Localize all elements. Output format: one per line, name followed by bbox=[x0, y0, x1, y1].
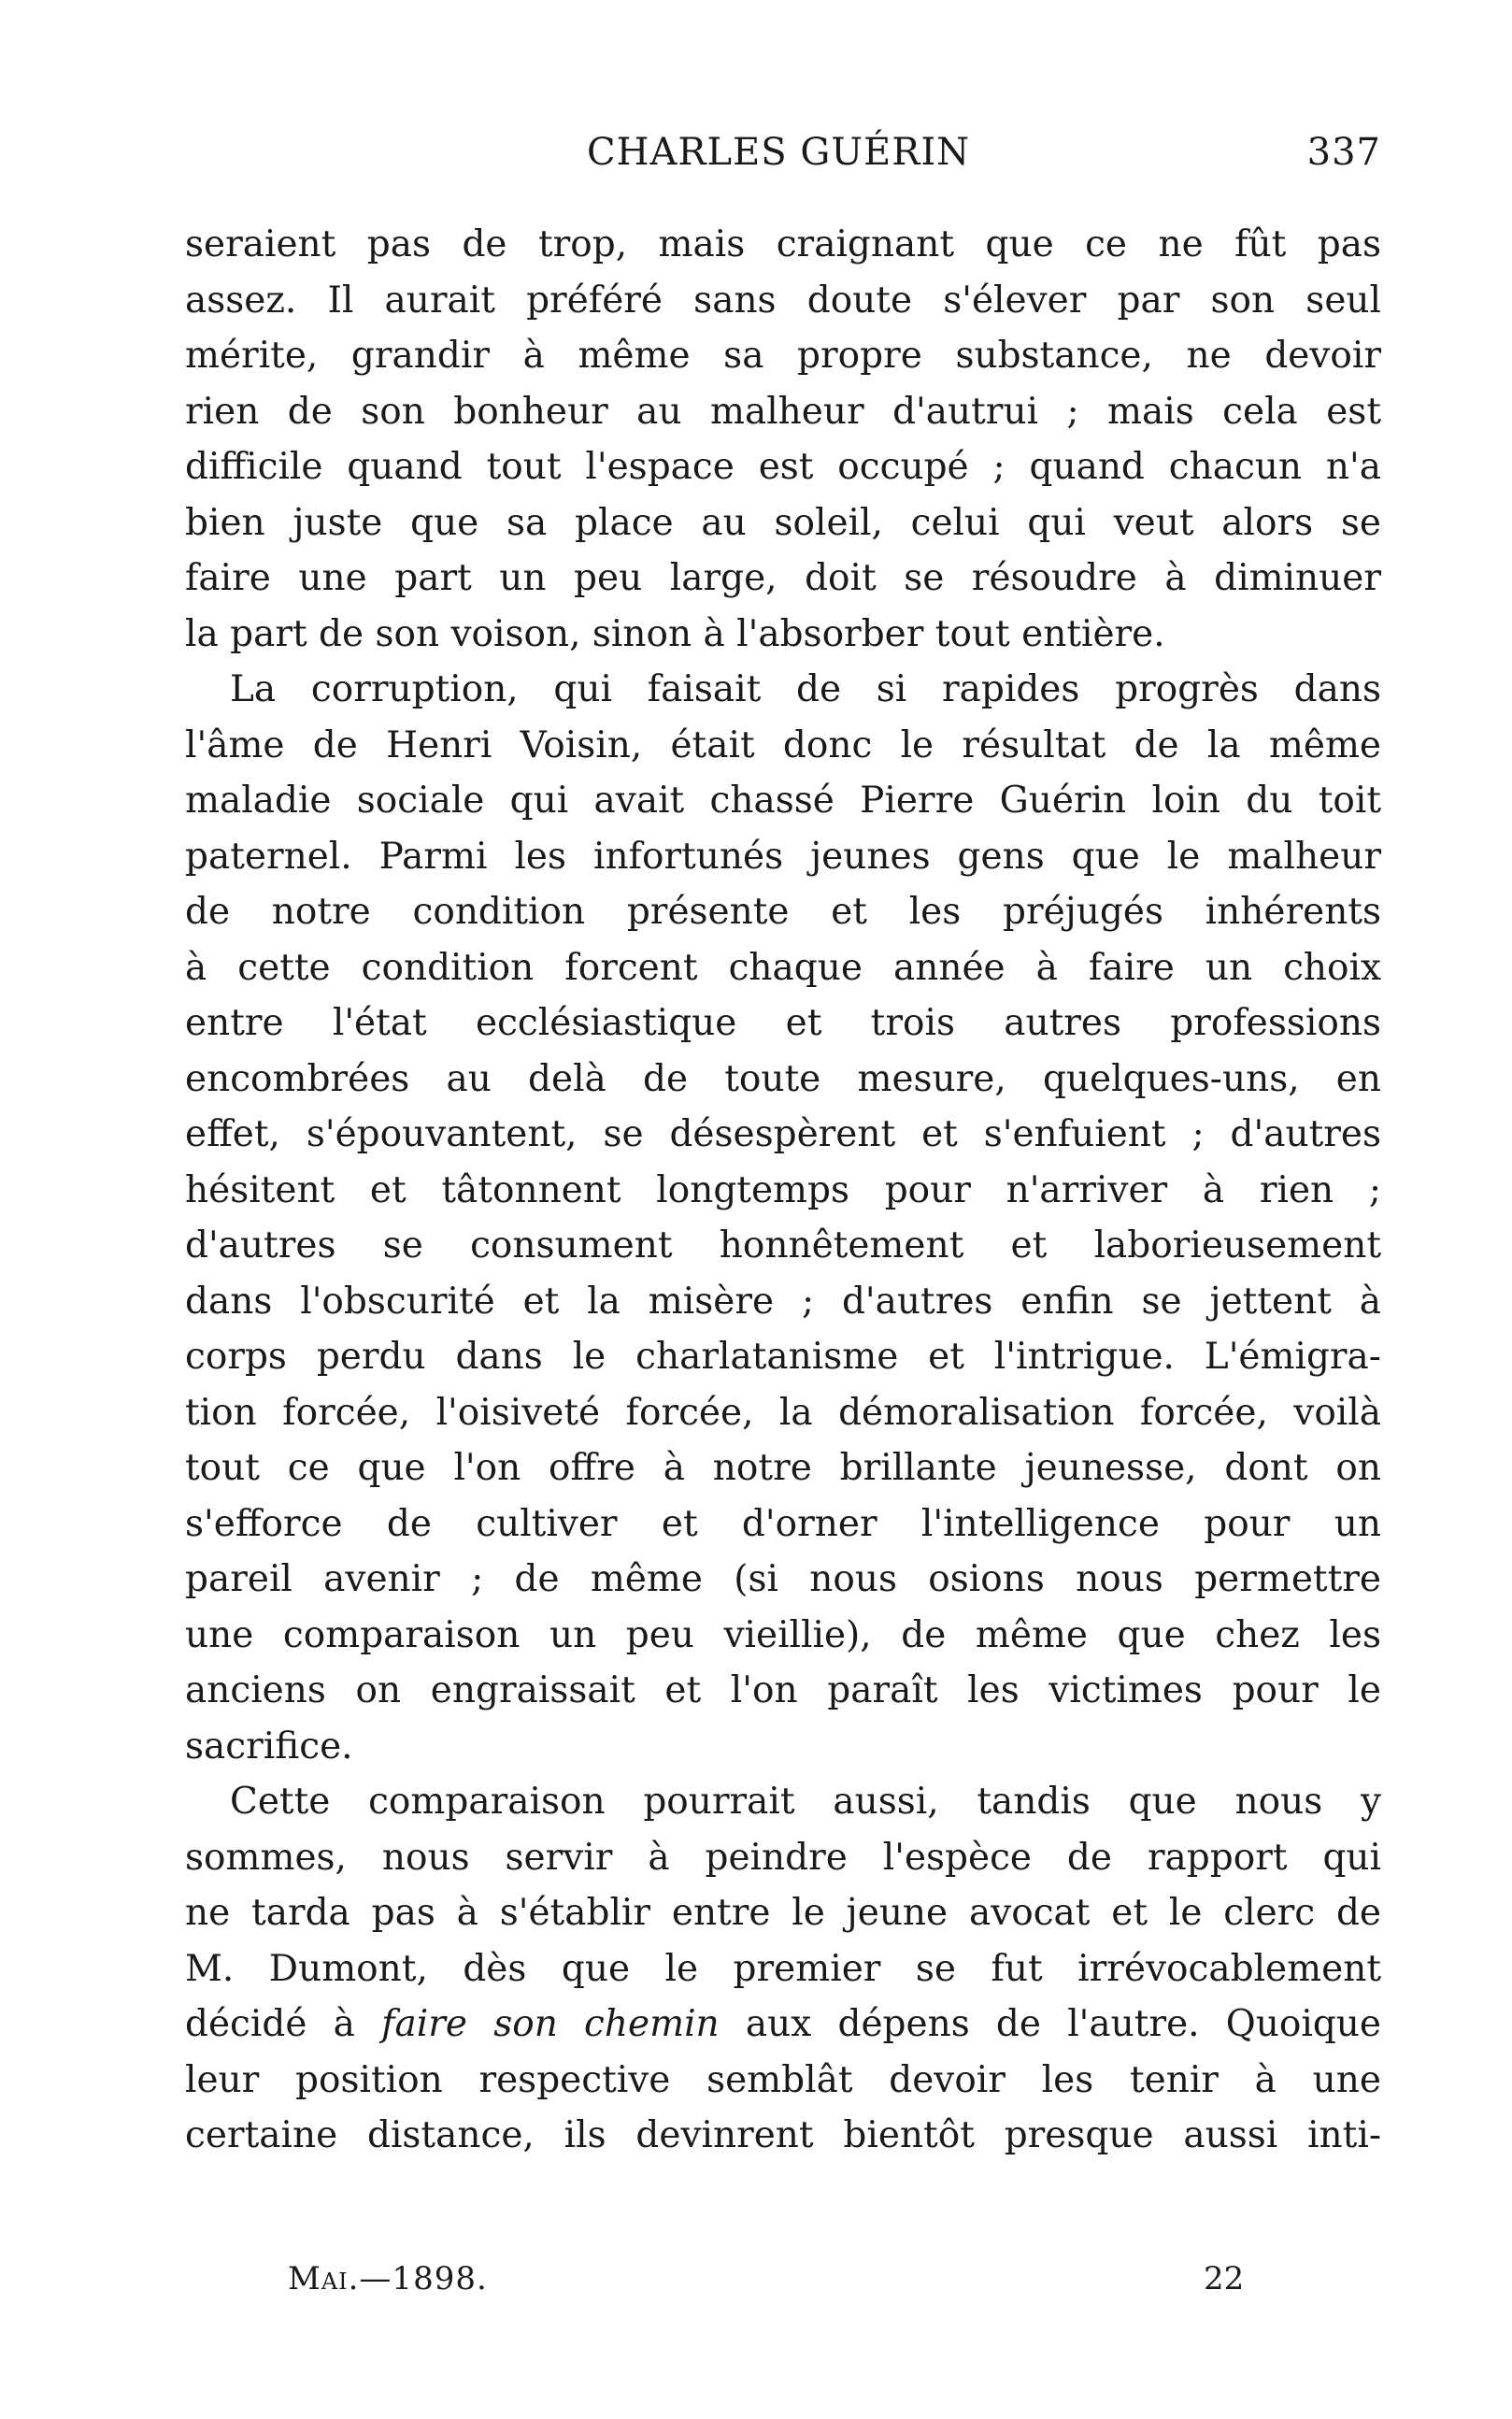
paragraph-2 bbox=[185, 662, 1381, 1774]
text-line: pareil avenir ; de même (si nous osions nous permettre bbox=[185, 1558, 1381, 1600]
text-line: s'efforce de cultiver et d'orner l'intelligence pour un bbox=[185, 1502, 1381, 1545]
text-line: assez. Il aurait préféré sans doute s'élever par son seul bbox=[185, 279, 1381, 322]
text-line: certaine distance, ils devinrent bientôt presque aussi inti- bbox=[185, 2114, 1381, 2156]
text-line: de notre condition présente et les préjugés inhérents bbox=[185, 891, 1381, 933]
text-line: Cette comparaison pourrait aussi, tandis que nous y bbox=[230, 1781, 1381, 1823]
body-text bbox=[185, 217, 1381, 2164]
text-line: La corruption, qui faisait de si rapides progrès dans bbox=[230, 668, 1381, 710]
text-line: rien de son bonheur au malheur d'autrui ; mais cela est bbox=[185, 390, 1381, 433]
text-line: anciens on engraissait et l'on paraît les victimes pour le bbox=[185, 1669, 1381, 1711]
signature-mark: Mai.—1898. bbox=[288, 2260, 488, 2297]
text-line: corps perdu dans le charlatanisme et l'intrigue. L'émigra- bbox=[185, 1336, 1381, 1378]
text-line-with-italic bbox=[185, 1997, 1381, 2053]
text-line: sommes, nous servir à peindre l'espèce de rapport qui bbox=[185, 1836, 1381, 1879]
text-line: une comparaison un peu vieillie), de même que chez les bbox=[185, 1613, 1381, 1656]
text-line: faire une part un peu large, doit se résoudre à diminuer bbox=[185, 557, 1381, 599]
text-line: encombrées au delà de toute mesure, quelques-uns, en bbox=[185, 1057, 1381, 1100]
text-line: maladie sociale qui avait chassé Pierre Guérin loin du toit bbox=[185, 780, 1381, 822]
text-line: sacrifice. bbox=[185, 1725, 353, 1768]
text-line: paternel. Parmi les infortunés jeunes gens que le malheur bbox=[185, 835, 1381, 878]
text-line: bien juste que sa place au soleil, celui qui veut alors se bbox=[185, 501, 1381, 544]
text-line: seraient pas de trop, mais craignant que ce ne fût pas bbox=[185, 223, 1381, 265]
text-line: mérite, grandir à même sa propre substance, ne devoir bbox=[185, 335, 1381, 377]
page-header bbox=[185, 131, 1381, 187]
text-line: M. Dumont, dès que le premier se fut irrévocablement bbox=[185, 1947, 1381, 1990]
text-line: d'autres se consument honnêtement et laborieusement bbox=[185, 1224, 1381, 1267]
italic-line-after: aux dépens de l'autre. Quoique bbox=[719, 2003, 1381, 2045]
text-line: difficile quand tout l'espace est occupé ; quand chacun n'a bbox=[185, 446, 1381, 488]
text-line: effet, s'épouvantent, se désespèrent et s'enfuient ; d'autres bbox=[185, 1113, 1381, 1155]
paragraph-1 bbox=[185, 217, 1381, 662]
text-line: leur position respective semblât devoir les tenir à une bbox=[185, 2058, 1381, 2101]
text-line: ne tarda pas à s'établir entre le jeune avocat et le clerc de bbox=[185, 1892, 1381, 1934]
text-line: hésitent et tâtonnent longtemps pour n'arriver à rien ; bbox=[185, 1168, 1381, 1211]
running-title: CHARLES GUÉRIN bbox=[587, 131, 971, 174]
text-line: tion forcée, l'oisiveté forcée, la démoralisation forcée, voilà bbox=[185, 1391, 1381, 1434]
italic-phrase: faire son chemin bbox=[381, 2003, 720, 2045]
text-line: l'âme de Henri Voisin, était donc le résultat de la même bbox=[185, 723, 1381, 766]
paragraph-3 bbox=[185, 1774, 1381, 2164]
text-line: tout ce que l'on offre à notre brillante jeunesse, dont on bbox=[185, 1447, 1381, 1489]
italic-line-before: décidé à bbox=[185, 2003, 382, 2045]
text-line: à cette condition forcent chaque année à faire un choix bbox=[185, 946, 1381, 989]
text-line: entre l'état ecclésiastique et trois autres professions bbox=[185, 1002, 1381, 1044]
signature-number: 22 bbox=[1204, 2260, 1245, 2297]
text-line: dans l'obscurité et la misère ; d'autres enfin se jettent à bbox=[185, 1280, 1381, 1323]
text-line: la part de son voison, sinon à l'absorber tout entière. bbox=[185, 612, 1165, 655]
page-number: 337 bbox=[1306, 131, 1381, 174]
